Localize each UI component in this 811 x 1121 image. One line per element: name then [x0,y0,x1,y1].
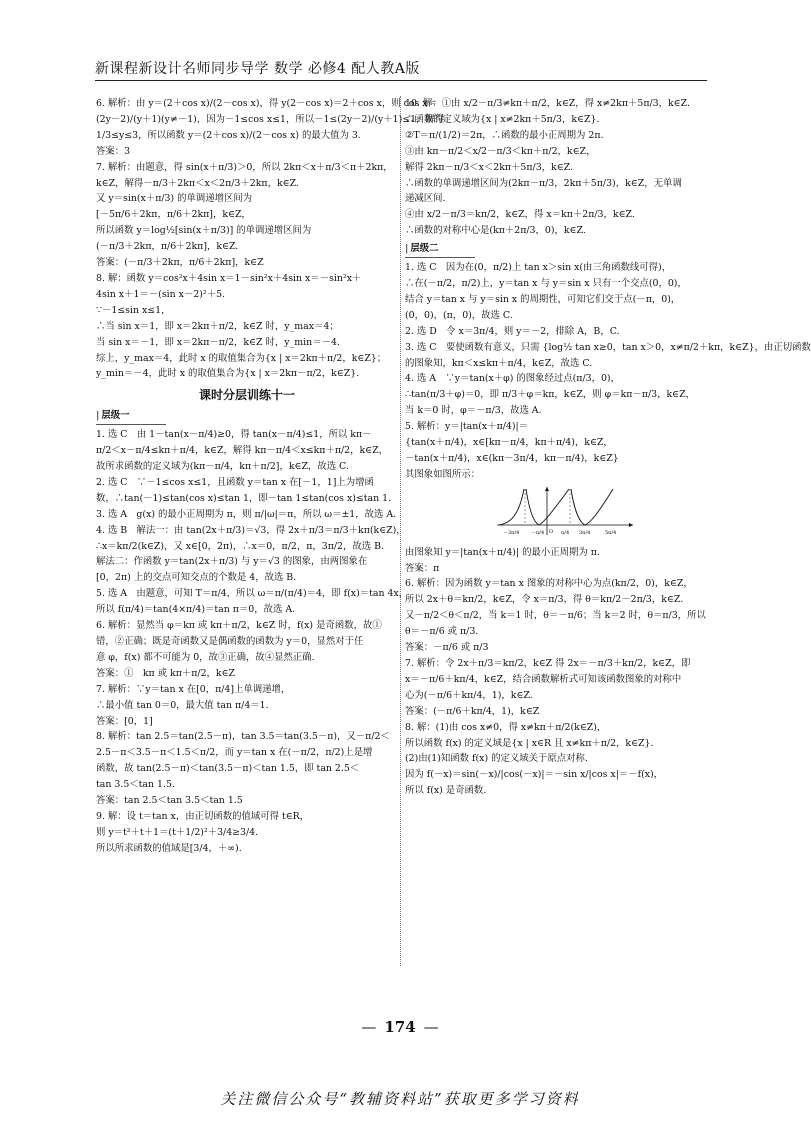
text-line: 心为(－π/6＋kπ/4，1)，k∈Z. [405,689,533,701]
text-line: －tan(x＋π/4)，x∈(kπ－3π/4，kπ－π/4)，k∈Z} [405,452,619,464]
text-line: ∴函数的定义域为{x | x≠2kπ＋5π/3，k∈Z}. [405,113,600,125]
text-line: 7. 解析：令 2x＋π/3＝kπ/2，k∈Z 得 2x＝－π/3＋kπ/2，k∈Z，即 [405,658,691,669]
text-line: (－π/3＋2kπ，π/6＋2kπ]，k∈Z. [96,241,239,253]
text-line: θ＝－π/6 或 π/3. [405,626,479,638]
text-line: 7. 解析：由题意，得 sin(x＋π/3)＞0，所以 2kπ＜x＋π/3＜π＋2kπ， [96,161,393,173]
text-line: 1. 选 C 因为在(0，π/2)上 tan x＞sin x(由三角函数线可得)， [405,262,672,274]
text-line: 7. 解析：∵y＝tan x 在[0，π/4]上单调递增， [96,683,291,695]
text-line: (0，0)，(π，0)，故选 C. [405,309,513,321]
text-line: 4sin x＋1＝－(sin x－2)²＋5. [96,288,226,300]
text-line: 2. 选 C ∵－1≤cos x≤1，且函数 y＝tan x 在[－1，1]上为增函 [96,476,374,488]
text-line: y_min＝－4，此时 x 的取值集合为{x | x＝2kπ－π/2，k∈Z}. [96,368,360,380]
graph-curve-2 [526,489,569,525]
page-number: — 174 — [0,1018,800,1036]
text-line: 答案：(－π/6＋kπ/4，1)，k∈Z [405,705,540,717]
text-line: 综上，y_max＝4，此时 x 的取值集合为{x | x＝2kπ＋π/2，k∈Z}； [96,352,387,364]
text-line: 所以 f(π/4)＝tan(4×π/4)＝tan π＝0，故选 A. [96,604,296,616]
text-line: 又 y＝sin(x＋π/3) 的单调递增区间为 [96,193,253,205]
graph-label: π/4 [561,529,570,536]
right-part1 [405,96,707,239]
level-one-heading: | 层级一 [96,408,398,424]
text-line: ∴最小值 tan 0＝0，最大值 tan π/4＝1. [96,699,269,711]
text-line: 答案：① kπ 或 kπ＋π/2，k∈Z [96,667,236,679]
text-line: ∴x＝kπ/2(k∈Z)，又 x∈[0，2π)，∴x＝0，π/2，π，3π/2，故选 B. [96,540,384,552]
text-line: 其图象如图所示： [405,468,481,480]
text-line: 所以函数 f(x) 的定义域是{x | x∈R 且 x≠kπ＋π/2，k∈Z}. [405,737,654,749]
graph-curve-1 [499,489,524,525]
text-line: 6. 解析：显然当 φ＝kπ 或 kπ＋π/2，k∈Z 时，f(x) 是奇函数，故① [96,620,382,632]
text-line: 答案：－π/6 或 π/3 [405,642,489,654]
text-line: 8. 解：函数 y＝cos²x＋4sin x＝1－sin²x＋4sin x＝－sin²x＋ [96,272,362,284]
text-line: 10. 解：①由 x/2－π/3≠kπ＋π/2，k∈Z，得 x≠2kπ＋5π/3，k∈Z. [405,98,690,109]
text-line: 的图象知，kπ＜x≤kπ＋π/4，k∈Z，故选 C. [405,357,593,369]
text-line: 3. 选 A g(x) 的最小正周期为 π，则 π/|ω|＝π，所以 ω＝±1，故选 A. [96,508,397,520]
text-line: 递减区间. [405,193,446,205]
text-line: 故所求函数的定义域为(kπ－π/4，kπ＋π/2]，k∈Z，故选 C. [96,461,349,473]
text-line: 意 φ，f(x) 都不可能为 0，故③正确，故④显然正确. [96,651,315,663]
text-line: [0，2π) 上的交点可知交点的个数是 4，故选 B. [96,572,297,584]
text-line: x＝－π/6＋kπ/4，k∈Z，结合函数解析式可知该函数图象的对称中 [405,673,682,685]
text-line: 9. 解：设 t＝tan x，由正切函数的值域可得 t∈R， [96,810,310,822]
text-line: 5. 解析：y＝|tan(x＋π/4)|＝ [405,421,529,433]
text-line: 错，②正确；既是奇函数又是偶函数的函数为 y＝0，显然对于任 [96,636,364,647]
text-line: ∴在(－π/2，π/2)上，y＝tan x 与 y＝sin x 只有一个交点(0，0)， [405,277,687,289]
text-line: 函数，故 tan(2.5－π)＜tan(3.5－π)＜tan 1.5，即 tan 2.5＜ [96,763,360,775]
text-line: 1/3≤y≤3，所以函数 y＝(2＋cos x)/(2－cos x) 的最大值为 3. [96,129,361,141]
text-line: 3. 选 C 要使函数有意义，只需 {log½ tan x≥0，tan x＞0，x≠π/2＋kπ，k∈Z}，由正切函数 [405,341,811,353]
text-line: 当 k＝0 时，φ＝－π/3，故选 A. [405,405,542,417]
text-line: 5. 选 A 由题意，可知 T＝π/4，所以 ω＝π/(π/4)＝4，即 f(x)＝tan 4x， [96,588,409,600]
level-two-rule [405,257,475,258]
text-line: ②T＝π/(1/2)＝2π，∴函数的最小正周期为 2π. [405,129,604,141]
text-line: 4. 选 A ∵y＝tan(x＋φ) 的图象经过点(π/3，0)， [405,373,620,385]
text-line: 所以所求函数的值域是[3/4，＋∞). [96,842,242,854]
text-line: ∴当 sin x＝1，即 x＝2kπ＋π/2，k∈Z 时，y_max＝4； [96,320,339,332]
text-line: [－5π/6＋2kπ，π/6＋2kπ]，k∈Z， [96,209,251,221]
text-line: ④由 x/2－π/3＝kπ/2，k∈Z，得 x＝kπ＋2π/3，k∈Z. [405,209,635,221]
text-line: 1. 选 C 由 1－tan(x－π/4)≥0，得 tan(x－π/4)≤1，所以 kπ－ [96,429,372,441]
text-line: {tan(x＋π/4)，x∈[kπ－π/4，kπ＋π/4)，k∈Z， [405,437,613,449]
text-line: π/2＜x－π/4≤kπ＋π/4，k∈Z，解得 kπ－π/4＜x≤kπ＋π/2，k∈Z， [96,445,388,457]
text-line: 当 sin x＝－1，即 x＝2kπ－π/2，k∈Z 时，y_min＝－4. [96,336,340,348]
graph-label: －3π/4 [503,529,520,536]
text-line: 所以 f(x) 是奇函数. [405,785,487,797]
text-line: 数，∴tan(－1)≤tan(cos x)≤tan 1，即－tan 1≤tan(cos x)≤tan 1. [96,492,392,504]
left-part2 [96,427,409,856]
text-line: ∴tan(π/3＋φ)＝0，即 π/3＋φ＝kπ，k∈Z，则 φ＝kπ－π/3，k∈Z， [405,389,695,401]
graph-curve-3 [571,489,613,525]
level-two-heading: | 层级二 [405,241,707,257]
text-line: 结合 y＝tan x 与 y＝sin x 的周期性，可知它们交于点(－π，0)， [405,293,681,305]
header-rule [95,80,707,81]
text-line: 答案：[0，1] [96,715,153,727]
graph-label: O [549,528,554,535]
text-line: 答案：(－π/3＋2kπ，π/6＋2kπ]，k∈Z [96,257,264,269]
text-line: 6. 解析：由 y＝(2＋cos x)/(2－cos x)，得 y(2－cos x)＝2＋cos x，则 cos x＝ [96,98,437,109]
text-line: 4. 选 B 解法一：由 tan(2x＋π/3)＝√3，得 2x＋π/3＝π/3＋kπ(k∈Z)， [96,524,406,536]
right-part3 [405,545,707,800]
text-line: 解法二：作函数 y＝tan(2x＋π/3) 与 y＝√3 的图象，由两图象在 [96,556,368,568]
text-line: 答案：3 [96,145,131,157]
text-line: 解得 2kπ－π/3＜x＜2kπ＋5π/3，k∈Z. [405,161,573,173]
page-header: 新课程新设计名师同步导学 数学 必修4 配人教A版 [95,61,420,77]
graph-label: 5π/4 [605,529,617,536]
text-line: ∴函数的对称中心是(kπ＋2π/3，0)，k∈Z. [405,225,586,237]
text-line: k∈Z，解得－π/3＋2kπ＜x＜2π/3＋2kπ，k∈Z. [96,177,299,189]
level-one-rule [96,424,166,425]
text-line: 所以函数 y＝log½[sin(x＋π/3)] 的单调递增区间为 [96,225,312,237]
text-line: 答案：tan 2.5＜tan 3.5＜tan 1.5 [96,795,243,807]
text-line: (2)由(1)知函数 f(x) 的定义域关于原点对称. [405,753,588,765]
section-title: 课时分层训练十一 [198,388,295,403]
text-line: (2y－2)/(y＋1)(y≠－1)，因为－1≤cos x≤1，所以－1≤(2y－2)/(y＋1)≤1，解得 [96,113,445,125]
right-part2 [405,260,811,483]
text-line: 因为 f(－x)＝sin(－x)/|cos(－x)|＝－sin x/|cos x|＝－f(x)， [405,769,664,781]
text-line: 则 y＝t²＋t＋1＝(t＋1/2)²＋3/4≥3/4. [96,826,259,838]
text-line: 2.5－π＜3.5－π＜1.5＜π/2，而 y＝tan x 在(－π/2，π/2)上是增 [96,747,373,759]
graph-y-arrow [545,487,549,491]
graph-label: 3π/4 [579,529,591,536]
text-line: ∵－1≤sin x≤1， [96,304,171,316]
text-line: 所以 2x＋θ＝kπ/2，k∈Z，令 x＝π/3，得 θ＝kπ/2－2π/3，k∈Z. [405,594,684,606]
text-line: 6. 解析：因为函数 y＝tan x 图象的对称中心为点(kπ/2，0)，k∈Z， [405,578,693,590]
text-line: 8. 解：(1)由 cos x≠0，得 x≠kπ＋π/2(k∈Z)， [405,721,607,733]
text-line: ③由 kπ－π/2＜x/2－π/3＜kπ＋π/2，k∈Z， [405,145,596,157]
text-line: 2. 选 D 令 x＝3π/4，则 y＝－2，排除 A，B，C. [405,325,620,337]
footer-note: 关注微信公众号“教辅资料站”获取更多学习资料 [220,1090,580,1108]
abs-tan-graph [495,485,635,537]
text-line: 又－π/2＜θ＜π/2，当 k＝1 时，θ＝－π/6；当 k＝2 时，θ＝π/3，所以 [405,610,706,622]
right-column [405,96,811,799]
text-line: 由图象知 y＝|tan(x＋π/4)| 的最小正周期为 π. [405,546,600,558]
text-line: 答案：π [405,562,440,574]
graph-label: －π/4 [531,529,545,536]
text-line: 8. 解析：tan 2.5＝tan(2.5－π)，tan 3.5＝tan(3.5－π)，又－π/2＜ [96,731,390,743]
text-line: tan 3.5＜tan 1.5. [96,779,175,791]
graph-x-arrow [629,523,633,527]
text-line: ∴函数的单调递增区间为(2kπ－π/3，2kπ＋5π/3)，k∈Z，无单调 [405,177,682,189]
